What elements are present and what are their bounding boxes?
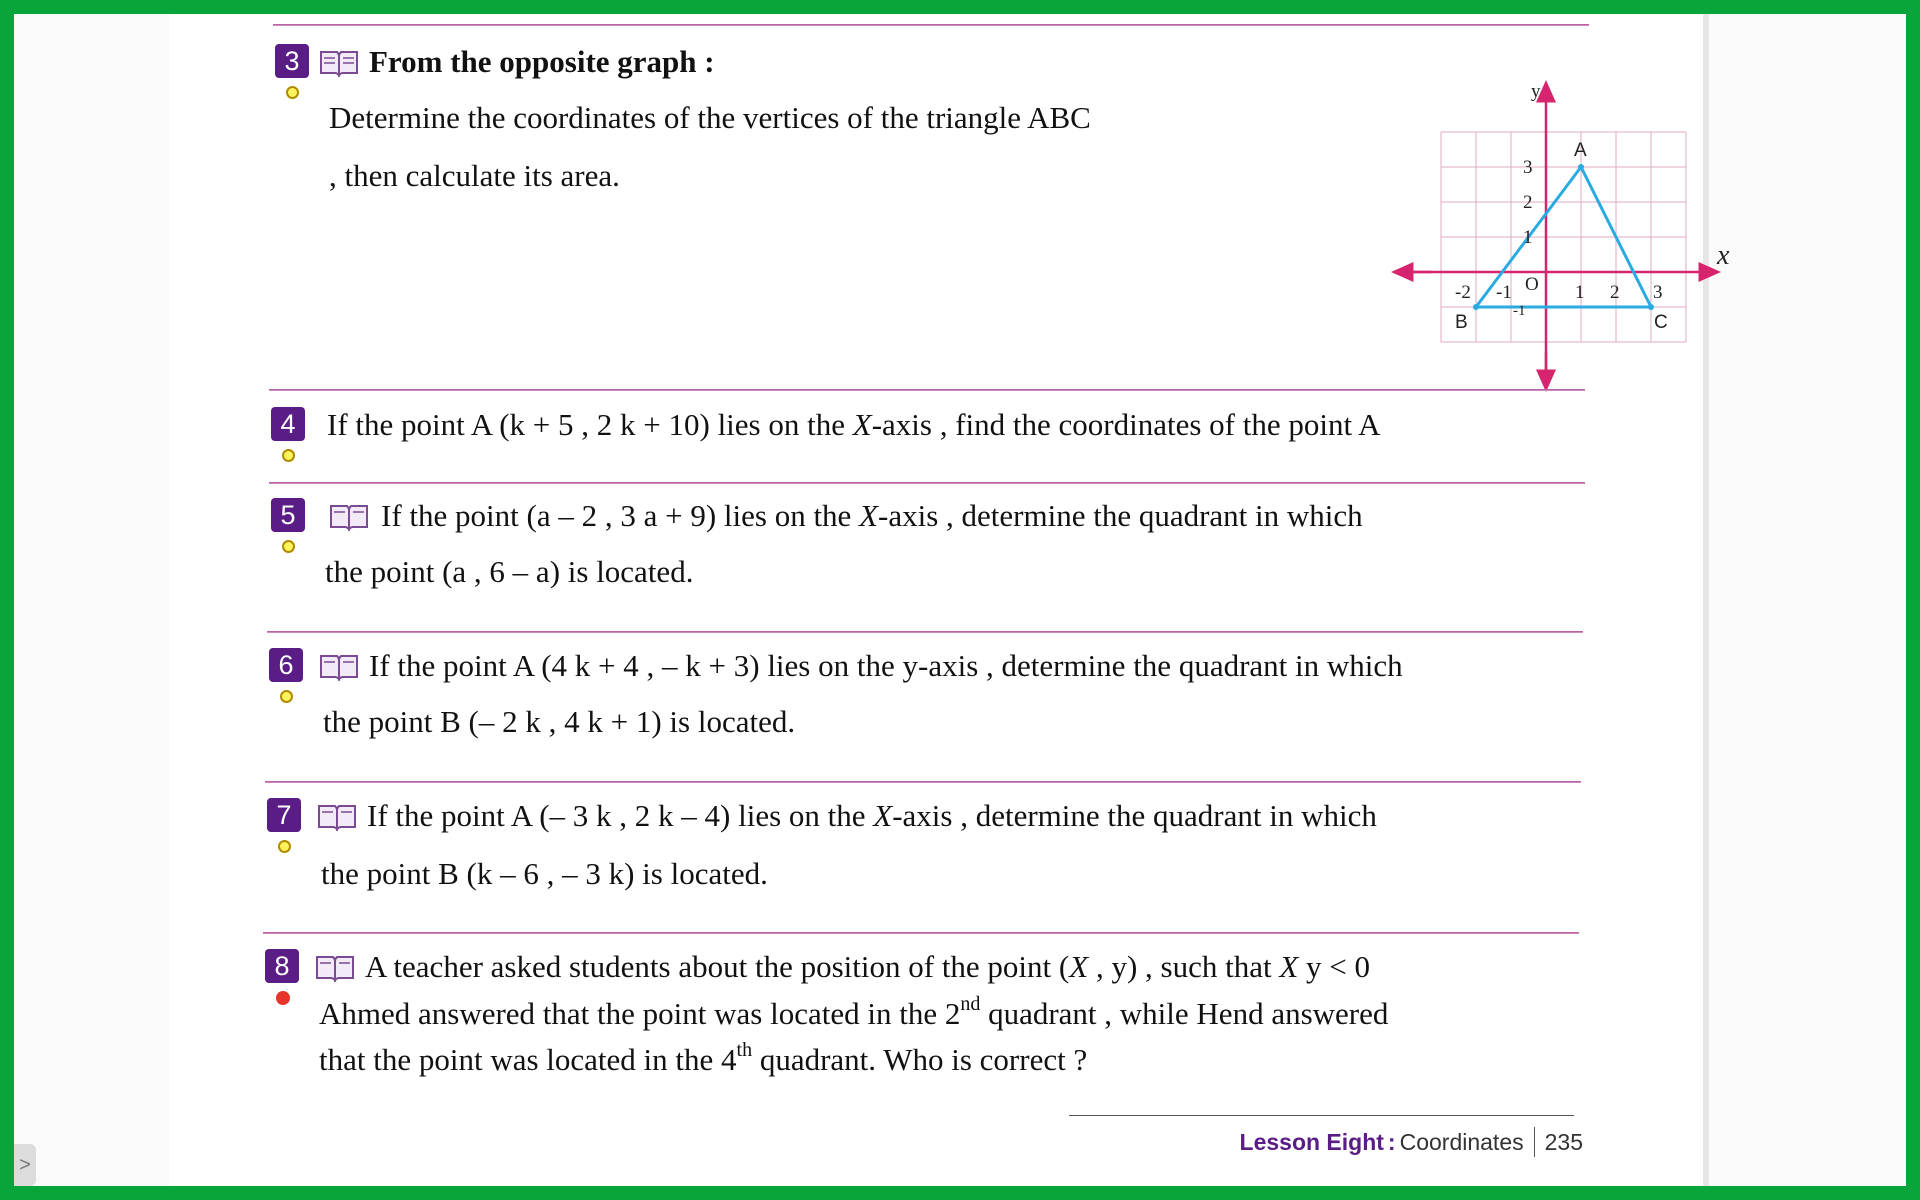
difficulty-dot: [282, 449, 295, 462]
section-divider: [267, 631, 1583, 633]
problem-8-line-3: [319, 1039, 1088, 1082]
book-icon: [319, 48, 359, 78]
difficulty-dot: [280, 690, 293, 703]
difficulty-dot: [282, 540, 295, 553]
problem-7-line-1: [367, 798, 1377, 834]
problem-number-badge: 7: [267, 798, 301, 832]
problem-number-badge: 5: [271, 498, 305, 532]
x-tick-label: 1: [1575, 282, 1585, 303]
problem-number-badge: 4: [271, 407, 305, 441]
problem-8-line-2a: Ahmed answered that the point was located in the 2: [319, 996, 961, 1031]
problem-8-text-b: , y) , such that: [1088, 949, 1280, 984]
grid-lines: [1441, 132, 1686, 342]
footer-separator: [1534, 1127, 1535, 1157]
textbook-page: [169, 14, 1730, 1186]
lesson-topic: Coordinates: [1399, 1128, 1524, 1155]
page-number: 235: [1544, 1128, 1583, 1155]
ordinal-superscript: th: [736, 1039, 753, 1061]
section-divider: [273, 24, 1589, 26]
book-icon: [329, 502, 369, 532]
y-axis-label: y: [1531, 81, 1541, 102]
section-divider: [269, 389, 1585, 391]
x-variable: X: [859, 498, 879, 533]
y-tick-label: 2: [1523, 192, 1533, 213]
problem-3-line-3: , then calculate its area.: [329, 158, 620, 193]
difficulty-dot: [276, 991, 290, 1005]
problem-7-text-a: If the point A (– 3 k , 2 k – 4) lies on the: [367, 798, 874, 833]
x-axis-label: x: [1717, 240, 1730, 271]
problem-8-text-c: y < 0: [1298, 949, 1370, 984]
book-icon: [319, 652, 359, 682]
side-panel-toggle[interactable]: >: [14, 1144, 36, 1186]
x-tick-label: 2: [1610, 282, 1620, 303]
difficulty-dot: [286, 86, 299, 99]
problem-5-text-b: -axis , determine the quadrant in which: [878, 498, 1363, 533]
x-variable: X: [1069, 949, 1089, 984]
document-viewer[interactable]: [14, 14, 1906, 1186]
footer-colon: :: [1387, 1128, 1396, 1155]
problem-8-line-3b: quadrant. Who is correct ?: [752, 1042, 1088, 1077]
y-tick-label: 1: [1523, 227, 1533, 248]
problem-8-text-a: A teacher asked students about the position of the point (: [365, 949, 1070, 984]
problem-8-line-2b: quadrant , while Hend answered: [980, 996, 1389, 1031]
section-divider: [265, 781, 1581, 783]
problem-number-badge: 3: [275, 44, 309, 78]
problem-5-line-2: the point (a , 6 – a) is located.: [325, 554, 694, 589]
book-icon: [315, 953, 355, 983]
y-tick-label: 3: [1523, 157, 1533, 178]
difficulty-dot: [278, 840, 291, 853]
coordinate-graph: [1391, 72, 1731, 392]
page-footer: [1240, 1127, 1583, 1157]
x-tick-label: 3: [1653, 282, 1663, 303]
book-icon: [317, 802, 357, 832]
section-divider: [269, 482, 1585, 484]
problem-8-line-1: [365, 949, 1370, 985]
section-divider: [263, 932, 1579, 934]
problem-number-badge: 8: [265, 949, 299, 983]
problem-5-line-1: [381, 498, 1363, 534]
vertex-c-label: C: [1654, 312, 1668, 333]
origin-label: O: [1525, 274, 1539, 295]
y-tick-label: -1: [1513, 303, 1526, 319]
footer-divider: [1069, 1115, 1574, 1116]
problem-8-line-3a: that the point was located in the 4: [319, 1042, 737, 1077]
lesson-title: Lesson Eight: [1239, 1128, 1384, 1155]
x-tick-label: -1: [1496, 282, 1512, 303]
problem-6-line-2: the point B (– 2 k , 4 k + 1) is located.: [323, 704, 796, 739]
vertex-a-label: A: [1574, 140, 1587, 161]
problem-6-line-1: If the point A (4 k + 4 , – k + 3) lies on the y-axis , determine the quadrant in which: [369, 648, 1403, 683]
vertex-b-label: B: [1455, 312, 1468, 333]
problem-3-heading: From the opposite graph :: [369, 44, 715, 79]
problem-5-text-a: If the point (a – 2 , 3 a + 9) lies on the: [381, 498, 860, 533]
problem-3-line-2: Determine the coordinates of the vertices of the triangle ABC: [329, 100, 1091, 135]
problem-4-text-a: If the point A (k + 5 , 2 k + 10) lies on the: [327, 407, 853, 442]
problem-7-line-2: the point B (k – 6 , – 3 k) is located.: [321, 856, 768, 891]
x-variable: X: [873, 798, 893, 833]
problem-4-text-b: -axis , find the coordinates of the point A: [871, 407, 1381, 442]
x-variable: X: [852, 407, 872, 442]
x-variable: X: [1279, 949, 1299, 984]
ordinal-superscript: nd: [960, 993, 981, 1015]
problem-8-line-2: [319, 993, 1389, 1036]
problem-7-text-b: -axis , determine the quadrant in which: [892, 798, 1377, 833]
x-tick-label: -2: [1455, 282, 1471, 303]
problem-number-badge: 6: [269, 648, 303, 682]
problem-4-line-1: [327, 407, 1381, 443]
